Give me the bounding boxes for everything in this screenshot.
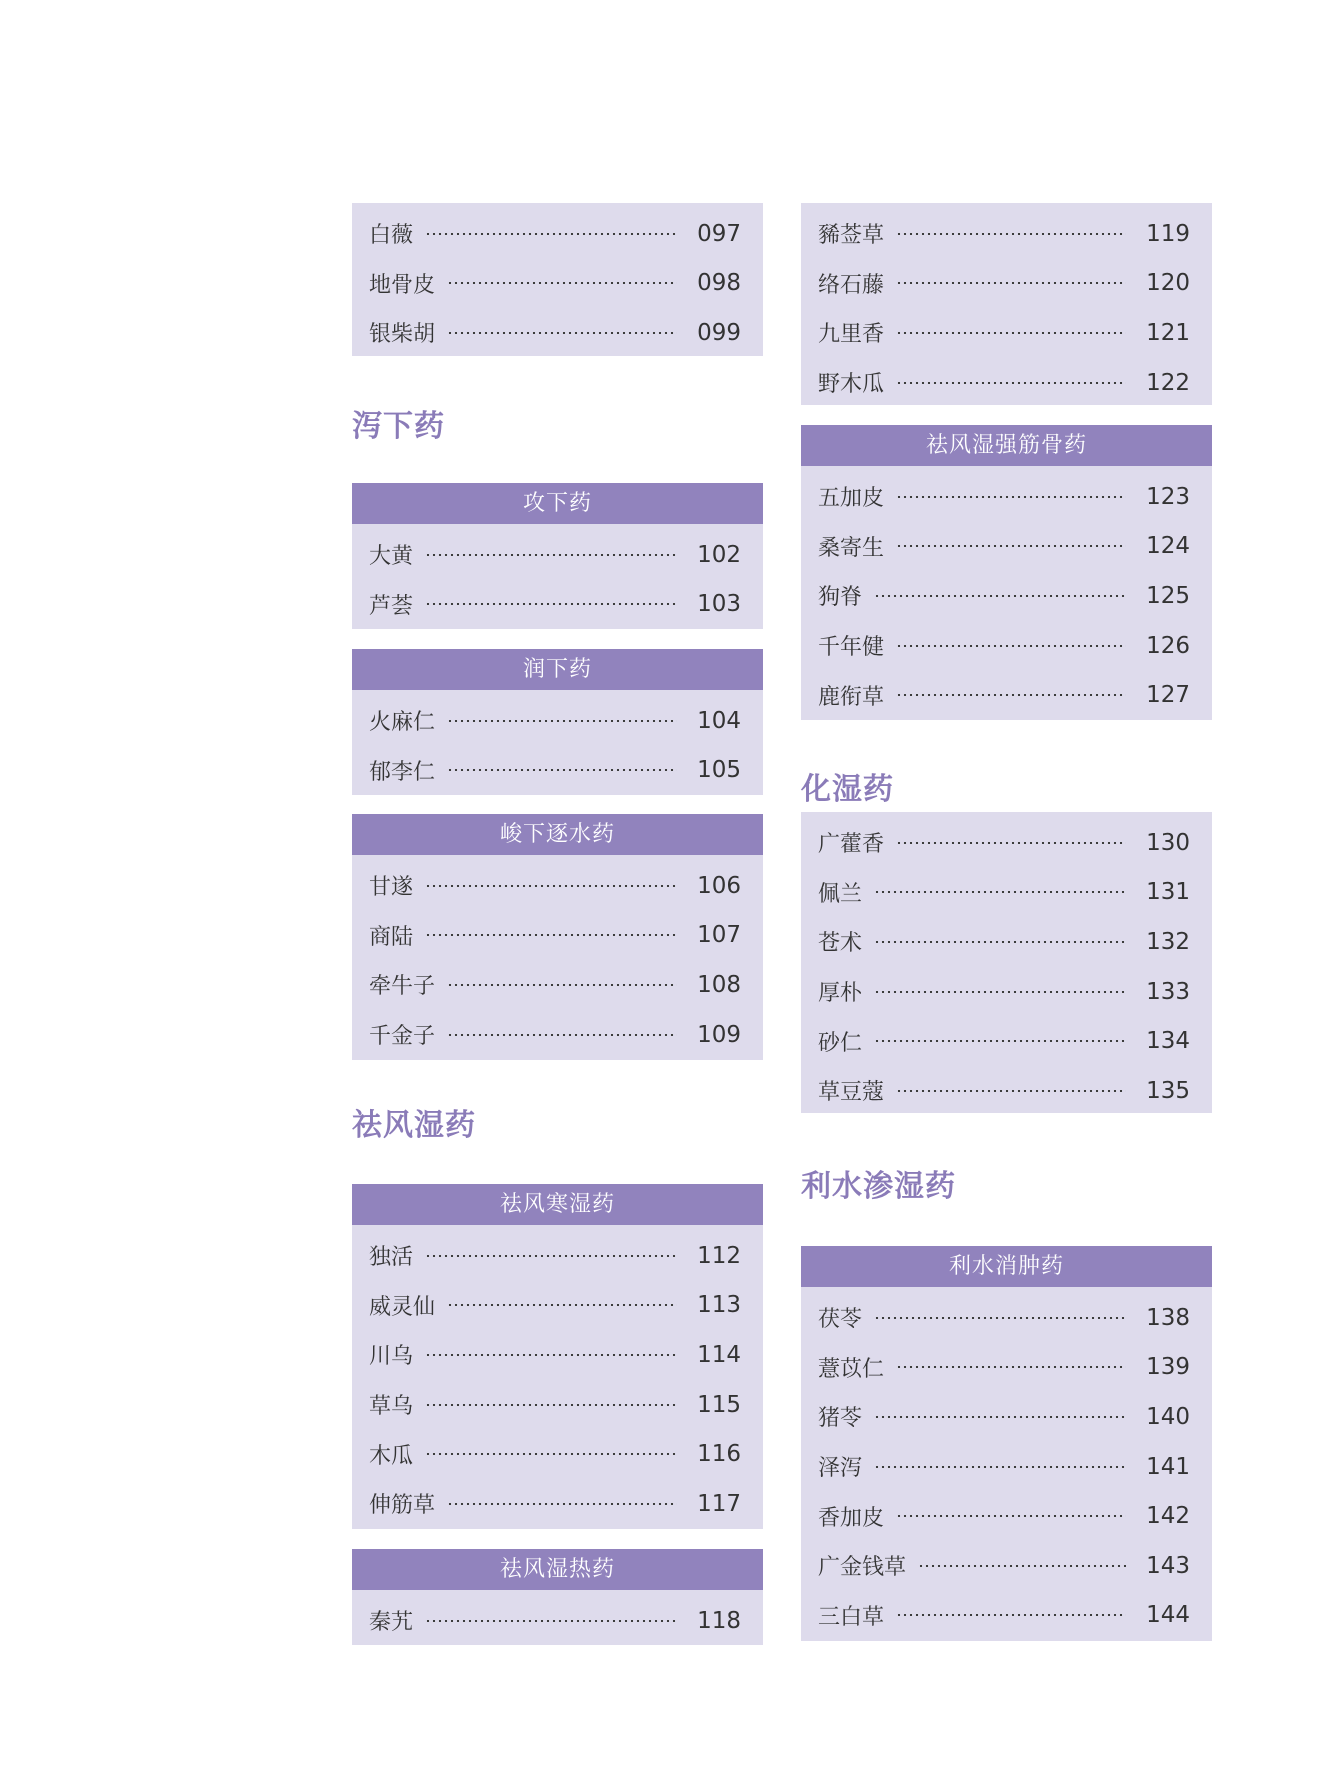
toc-entry[interactable] [352,696,763,746]
entry-name: 九里香 [818,322,885,348]
entry-name: 威灵仙 [369,1294,436,1320]
toc-entry[interactable] [801,1392,1212,1442]
dot-leader [425,1354,677,1356]
dot-leader [425,554,677,556]
toc-block-fengshire [352,1549,763,1645]
toc-entry[interactable] [801,308,1212,358]
entry-page-number: 139 [1146,1354,1190,1381]
toc-entry[interactable] [352,259,763,309]
toc-entry[interactable] [801,1541,1212,1591]
section-title-dampness: 化湿药 [801,772,894,807]
toc-entry[interactable] [801,818,1212,868]
toc-entry[interactable] [801,621,1212,671]
entry-name: 千年健 [818,635,885,661]
toc-entry[interactable] [352,960,763,1010]
entry-page-number: 121 [1146,319,1190,346]
entry-name: 桑寄生 [818,535,885,561]
toc-entry[interactable] [801,358,1212,408]
dot-leader [874,941,1126,943]
dot-leader [918,1565,1126,1567]
toc-entry[interactable] [801,1442,1212,1492]
entry-name: 香加皮 [818,1505,885,1531]
entry-name: 佩兰 [818,881,863,907]
entry-name: 火麻仁 [369,710,436,736]
dot-leader [425,233,677,235]
entry-page-number: 132 [1146,928,1190,955]
entry-page-number: 106 [697,872,741,899]
dot-leader [425,934,677,936]
entry-name: 草豆蔻 [818,1080,885,1106]
entry-page-number: 143 [1146,1552,1190,1579]
entry-page-number: 104 [697,707,741,734]
toc-block-gongxia [352,483,763,629]
entry-page-number: 114 [697,1341,741,1368]
entry-name: 木瓜 [369,1443,414,1469]
entry-page-number: 107 [697,922,741,949]
entry-page-number: 117 [697,1490,741,1517]
dot-leader [896,1366,1126,1368]
entry-name: 薏苡仁 [818,1356,885,1382]
entry-page-number: 120 [1146,270,1190,297]
toc-entry[interactable] [801,522,1212,572]
dot-leader [896,382,1126,384]
dot-leader [447,332,677,334]
toc-block-qiangjingu [801,425,1212,720]
entry-name: 千金子 [369,1024,436,1050]
toc-entry[interactable] [352,1010,763,1060]
toc-block-lishui [801,1246,1212,1641]
entry-name: 牵牛子 [369,974,436,1000]
dot-leader [447,1503,677,1505]
toc-block-top-left [352,203,763,356]
toc-entry[interactable] [352,861,763,911]
entry-name: 草乌 [369,1394,414,1420]
dot-leader [447,282,677,284]
entry-page-number: 102 [697,541,741,568]
entry-name: 野木瓜 [818,372,885,398]
toc-entry[interactable] [801,209,1212,259]
toc-entry[interactable] [801,868,1212,918]
entry-name: 独活 [369,1245,414,1271]
dot-leader [447,1304,677,1306]
section-title-wind-damp: 祛风湿药 [352,1108,476,1143]
section-title-diuretics: 利水渗湿药 [801,1169,956,1204]
group-heading: 利水消肿药 [801,1246,1212,1287]
entry-name: 芦荟 [369,593,414,619]
entry-page-number: 127 [1146,682,1190,709]
dot-leader [874,991,1126,993]
dot-leader [447,984,677,986]
entry-name: 厚朴 [818,981,863,1007]
toc-entry[interactable] [801,1491,1212,1541]
entry-name: 地骨皮 [369,272,436,298]
entry-name: 银柴胡 [369,322,436,348]
dot-leader [874,595,1126,597]
entry-page-number: 119 [1146,220,1190,247]
dot-leader [896,694,1126,696]
toc-entry[interactable] [352,580,763,630]
entry-page-number: 116 [697,1441,741,1468]
toc-entry[interactable] [801,259,1212,309]
entry-page-number: 135 [1146,1077,1190,1104]
toc-entry[interactable] [352,1281,763,1331]
entry-page-number: 099 [697,319,741,346]
entry-name: 猪苓 [818,1406,863,1432]
entry-name: 豨莶草 [818,223,885,249]
dot-leader [896,545,1126,547]
entry-page-number: 133 [1146,978,1190,1005]
dot-leader [896,496,1126,498]
entry-page-number: 115 [697,1391,741,1418]
dot-leader [896,282,1126,284]
toc-entry[interactable] [801,1293,1212,1343]
toc-entry[interactable] [352,1596,763,1646]
entry-page-number: 098 [697,270,741,297]
entry-name: 商陆 [369,924,414,950]
dot-leader [425,1453,677,1455]
entry-page-number: 123 [1146,483,1190,510]
entry-page-number: 105 [697,757,741,784]
toc-entry[interactable] [352,1231,763,1281]
toc-block-junxia [352,814,763,1060]
toc-entry[interactable] [352,530,763,580]
entry-page-number: 103 [697,591,741,618]
toc-entry[interactable] [801,670,1212,720]
entry-page-number: 138 [1146,1304,1190,1331]
group-heading: 祛风湿强筋骨药 [801,425,1212,466]
section-title-purgatives: 泻下药 [352,409,445,444]
toc-entry[interactable] [352,1479,763,1529]
toc-entry[interactable] [352,746,763,796]
dot-leader [896,233,1126,235]
entry-name: 苍术 [818,931,863,957]
toc-entry[interactable] [801,1343,1212,1393]
entry-page-number: 113 [697,1292,741,1319]
dot-leader [896,842,1126,844]
dot-leader [425,603,677,605]
entry-name: 大黄 [369,544,414,570]
group-heading: 祛风湿热药 [352,1549,763,1590]
entry-name: 狗脊 [818,585,863,611]
entry-page-number: 144 [1146,1602,1190,1629]
entry-name: 白薇 [369,223,414,249]
toc-entry[interactable] [801,1016,1212,1066]
dot-leader [896,332,1126,334]
dot-leader [447,720,677,722]
entry-page-number: 141 [1146,1453,1190,1480]
toc-block-huashi [801,812,1212,1113]
entry-page-number: 112 [697,1242,741,1269]
dot-leader [896,1614,1126,1616]
toc-entry[interactable] [352,1330,763,1380]
entry-name: 砂仁 [818,1030,863,1056]
entry-page-number: 134 [1146,1028,1190,1055]
entry-page-number: 097 [697,220,741,247]
toc-entry[interactable] [801,1591,1212,1641]
entry-page-number: 142 [1146,1503,1190,1530]
toc-entry[interactable] [801,917,1212,967]
entry-page-number: 131 [1146,879,1190,906]
group-heading: 祛风寒湿药 [352,1184,763,1225]
dot-leader [896,1515,1126,1517]
dot-leader [425,1620,677,1622]
group-heading: 峻下逐水药 [352,814,763,855]
toc-entry[interactable] [352,209,763,259]
dot-leader [425,1255,677,1257]
dot-leader [447,1034,677,1036]
entry-page-number: 140 [1146,1403,1190,1430]
dot-leader [896,645,1126,647]
toc-entry[interactable] [801,967,1212,1017]
entry-name: 茯苓 [818,1307,863,1333]
entry-page-number: 130 [1146,829,1190,856]
toc-block-fenghanshi [352,1184,763,1529]
toc-entry[interactable] [801,472,1212,522]
entry-page-number: 126 [1146,632,1190,659]
toc-block-runxia [352,649,763,795]
entry-name: 三白草 [818,1604,885,1630]
entry-name: 甘遂 [369,875,414,901]
dot-leader [874,1416,1126,1418]
dot-leader [874,1040,1126,1042]
entry-name: 泽泻 [818,1456,863,1482]
entry-name: 伸筋草 [369,1493,436,1519]
dot-leader [874,1317,1126,1319]
dot-leader [425,1404,677,1406]
toc-block-top-right [801,203,1212,405]
entry-page-number: 125 [1146,582,1190,609]
entry-page-number: 108 [697,971,741,998]
entry-page-number: 109 [697,1021,741,1048]
dot-leader [425,885,677,887]
entry-name: 秦艽 [369,1610,414,1636]
dot-leader [447,769,677,771]
dot-leader [874,891,1126,893]
entry-page-number: 124 [1146,533,1190,560]
group-heading: 攻下药 [352,483,763,524]
entry-page-number: 122 [1146,369,1190,396]
toc-entry[interactable] [352,1380,763,1430]
entry-name: 络石藤 [818,272,885,298]
entry-page-number: 118 [697,1607,741,1634]
entry-name: 广金钱草 [818,1555,907,1581]
entry-name: 川乌 [369,1344,414,1370]
dot-leader [874,1466,1126,1468]
toc-entry[interactable] [352,911,763,961]
dot-leader [896,1090,1126,1092]
entry-name: 五加皮 [818,486,885,512]
toc-entry[interactable] [352,1429,763,1479]
toc-entry[interactable] [801,1066,1212,1116]
group-heading: 润下药 [352,649,763,690]
entry-name: 鹿衔草 [818,684,885,710]
toc-entry[interactable] [352,308,763,358]
toc-entry[interactable] [801,571,1212,621]
entry-name: 广藿香 [818,832,885,858]
entry-name: 郁李仁 [369,759,436,785]
